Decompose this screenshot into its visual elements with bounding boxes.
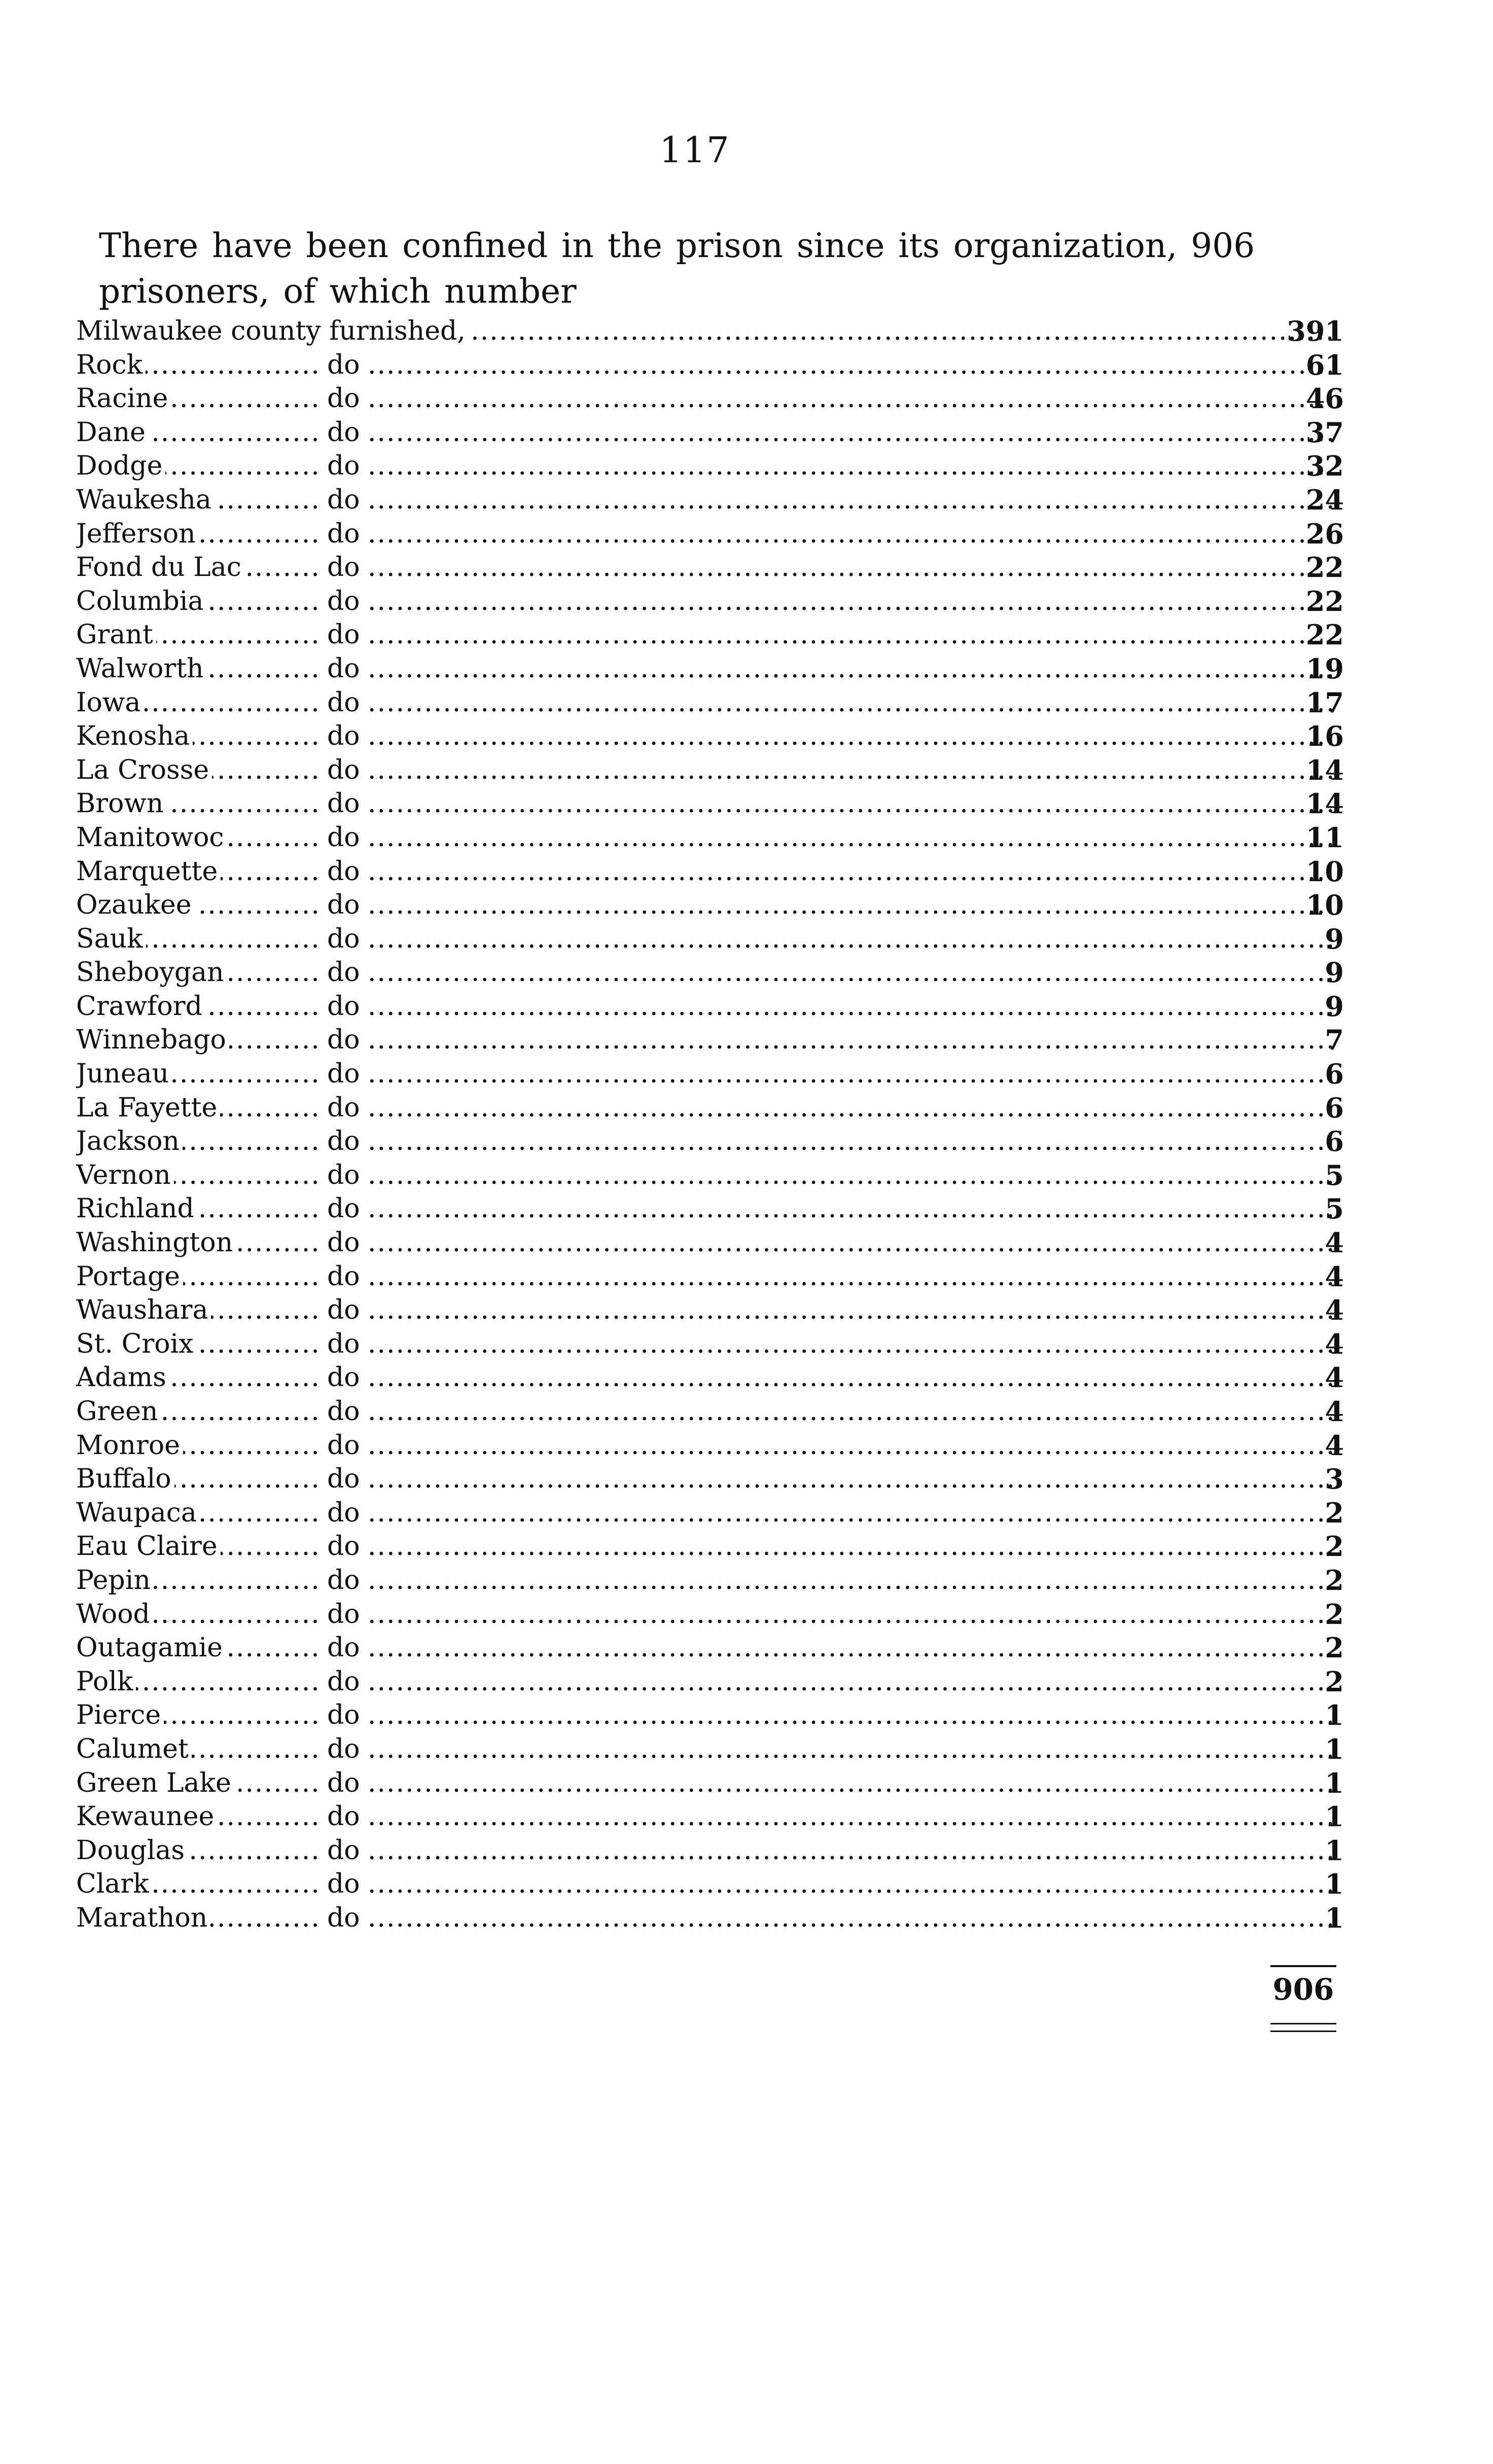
list-item — [76, 1766, 1344, 1800]
list-item — [76, 618, 1344, 652]
county-name: Washington — [76, 1227, 236, 1258]
dot-leader — [368, 416, 1336, 450]
dot-leader — [368, 348, 1336, 382]
ditto-mark: do — [327, 483, 362, 517]
prisoner-count: 6 — [1325, 1091, 1344, 1124]
county-name: Eau Claire — [76, 1531, 221, 1562]
ditto-mark: do — [327, 1260, 362, 1294]
prisoner-count: 1 — [1325, 1699, 1344, 1732]
dot-leader — [368, 1293, 1336, 1327]
prisoner-count: 1 — [1325, 1766, 1344, 1799]
county-cell — [76, 1192, 319, 1226]
dot-leader — [368, 686, 1336, 720]
county-cell — [76, 888, 319, 922]
dot-leader — [368, 753, 1336, 787]
ditto-mark: do — [327, 652, 362, 686]
county-cell — [76, 1158, 319, 1192]
county-name: Kenosha — [76, 721, 193, 751]
prisoner-count: 19 — [1305, 652, 1344, 685]
list-item — [76, 1564, 1344, 1598]
dot-leader — [368, 719, 1336, 753]
dot-leader — [368, 1867, 1336, 1901]
prisoner-count: 1 — [1325, 1732, 1344, 1765]
county-name: Buffalo — [76, 1464, 174, 1494]
ditto-mark: do — [327, 382, 362, 416]
ditto-mark: do — [327, 585, 362, 619]
prisoner-count: 24 — [1305, 483, 1344, 516]
prisoner-count: 32 — [1305, 450, 1344, 483]
dot-leader — [368, 990, 1336, 1024]
county-name: St. Croix — [76, 1329, 197, 1359]
list-item — [76, 1496, 1344, 1530]
dot-leader — [368, 922, 1336, 956]
prisoner-count: 1 — [1325, 1800, 1344, 1833]
ditto-mark: do — [327, 1564, 362, 1598]
prisoner-count: 2 — [1325, 1665, 1344, 1698]
ditto-mark: do — [327, 1598, 362, 1632]
ditto-mark: do — [327, 1698, 362, 1732]
county-cell — [76, 956, 319, 990]
list-item — [76, 1158, 1344, 1192]
dot-leader — [368, 1564, 1336, 1598]
list-item — [76, 1698, 1344, 1732]
list-item — [76, 517, 1344, 551]
list-item — [76, 1327, 1344, 1361]
dot-leader — [368, 1631, 1336, 1665]
list-item — [76, 1867, 1344, 1901]
county-name: La Fayette — [76, 1093, 220, 1123]
list-item — [76, 1530, 1344, 1564]
county-cell — [76, 1834, 319, 1868]
list-item — [76, 686, 1344, 720]
ditto-mark: do — [327, 1867, 362, 1901]
ditto-mark: do — [327, 618, 362, 652]
list-item — [76, 585, 1344, 619]
county-cell — [76, 517, 319, 551]
prisoner-count: 4 — [1325, 1294, 1344, 1327]
prisoner-count: 26 — [1305, 517, 1344, 550]
total-rule — [1270, 1965, 1336, 1967]
prisoner-count: 2 — [1325, 1632, 1344, 1664]
county-cell — [76, 1327, 319, 1361]
county-name: Monroe — [76, 1430, 183, 1461]
prisoner-count: 22 — [1305, 619, 1344, 651]
ditto-mark: do — [327, 1192, 362, 1226]
dot-leader — [368, 1800, 1336, 1834]
dot-leader — [368, 1395, 1336, 1429]
county-name: Calumet — [76, 1734, 192, 1764]
county-cell — [76, 1496, 319, 1530]
county-cell — [76, 1293, 319, 1327]
ditto-mark: do — [327, 821, 362, 855]
county-name: Portage — [76, 1261, 183, 1292]
dot-leader — [368, 1125, 1336, 1158]
county-name: Waushara — [76, 1295, 211, 1325]
dot-leader — [368, 1462, 1336, 1496]
county-name: Columbia — [76, 586, 206, 617]
prisoner-count: 17 — [1305, 686, 1344, 719]
list-item — [76, 551, 1344, 585]
ditto-mark: do — [327, 1766, 362, 1800]
prisoner-count: 4 — [1325, 1361, 1344, 1394]
dot-leader — [368, 483, 1336, 517]
list-item — [76, 1665, 1344, 1699]
ditto-mark: do — [327, 753, 362, 787]
dot-leader — [368, 1192, 1336, 1226]
county-name: Milwaukee county furnished, — [76, 316, 469, 346]
county-cell — [76, 1598, 319, 1632]
county-name: Pierce — [76, 1700, 164, 1730]
list-item — [76, 855, 1344, 889]
prisoner-count: 16 — [1305, 720, 1344, 753]
dot-leader — [368, 1598, 1336, 1632]
ditto-mark: do — [327, 1665, 362, 1699]
prisoner-count: 4 — [1325, 1226, 1344, 1259]
prisoner-count: 4 — [1325, 1327, 1344, 1360]
county-name: Sheboygan — [76, 957, 227, 988]
county-cell — [76, 314, 583, 348]
dot-leader — [368, 1901, 1336, 1935]
dot-leader — [368, 1260, 1336, 1294]
ditto-mark: do — [327, 1732, 362, 1766]
county-name: La Crosse — [76, 755, 212, 785]
county-cell — [76, 382, 319, 416]
dot-leader — [368, 1429, 1336, 1463]
list-item — [76, 787, 1344, 821]
list-item — [76, 1361, 1344, 1395]
dot-leader — [368, 1732, 1336, 1766]
county-cell — [76, 1395, 319, 1429]
county-name: Marquette — [76, 856, 221, 887]
prisoner-count: 6 — [1325, 1058, 1344, 1091]
county-cell — [76, 1260, 319, 1294]
total-count: 906 — [1272, 1972, 1334, 2007]
dot-leader — [368, 517, 1336, 551]
ditto-mark: do — [327, 1125, 362, 1158]
list-item — [76, 348, 1344, 382]
dot-leader — [368, 1158, 1336, 1192]
dot-leader — [368, 618, 1336, 652]
county-cell — [76, 753, 319, 787]
ditto-mark: do — [327, 1800, 362, 1834]
county-name: Rock — [76, 350, 146, 380]
list-item — [76, 1023, 1344, 1057]
prisoner-count: 4 — [1325, 1429, 1344, 1462]
county-cell — [76, 348, 319, 382]
list-item — [76, 652, 1344, 686]
county-cell — [76, 1530, 319, 1564]
ditto-mark: do — [327, 1327, 362, 1361]
prisoner-count: 11 — [1305, 821, 1344, 854]
county-cell — [76, 1361, 319, 1395]
dot-leader — [368, 585, 1336, 619]
dot-leader — [368, 1665, 1336, 1699]
ditto-mark: do — [327, 922, 362, 956]
county-name: Walworth — [76, 654, 207, 684]
county-name: Polk — [76, 1666, 136, 1697]
county-cell — [76, 719, 319, 753]
county-cell — [76, 1766, 319, 1800]
county-cell — [76, 1800, 319, 1834]
county-cell — [76, 787, 319, 821]
list-item — [76, 1293, 1344, 1327]
ditto-mark: do — [327, 1462, 362, 1496]
dot-leader — [368, 1057, 1336, 1091]
county-name: Adams — [76, 1362, 169, 1393]
prisoner-count: 22 — [1305, 551, 1344, 584]
list-item — [76, 1260, 1344, 1294]
dot-leader — [368, 1496, 1336, 1530]
ditto-mark: do — [327, 787, 362, 821]
prisoner-count: 5 — [1325, 1158, 1344, 1191]
ditto-mark: do — [327, 1293, 362, 1327]
county-cell — [76, 1023, 319, 1057]
county-cell — [76, 1665, 319, 1699]
county-cell — [76, 483, 319, 517]
county-name: Dane — [76, 417, 149, 448]
ditto-mark: do — [327, 1057, 362, 1091]
county-cell — [76, 1226, 319, 1260]
page-number: 117 — [659, 129, 730, 171]
list-item — [76, 719, 1344, 753]
prisoner-count: 1 — [1325, 1868, 1344, 1901]
dot-leader — [368, 1530, 1336, 1564]
prisoner-count: 61 — [1305, 348, 1344, 381]
county-cell — [76, 1631, 319, 1665]
list-item — [76, 888, 1344, 922]
list-item — [76, 1057, 1344, 1091]
dot-leader — [583, 314, 1336, 348]
list-item — [76, 1901, 1344, 1935]
ditto-mark: do — [327, 348, 362, 382]
county-cell — [76, 618, 319, 652]
ditto-mark: do — [327, 1901, 362, 1935]
dot-leader — [368, 1766, 1336, 1800]
list-item — [76, 990, 1344, 1024]
prisoner-count: 7 — [1325, 1024, 1344, 1057]
list-item — [76, 1462, 1344, 1496]
county-list — [76, 314, 1344, 1935]
dot-leader — [368, 956, 1336, 990]
county-cell — [76, 686, 319, 720]
list-item — [76, 483, 1344, 517]
county-name: Douglas — [76, 1835, 188, 1866]
ditto-mark: do — [327, 990, 362, 1024]
ditto-mark: do — [327, 1834, 362, 1868]
county-cell — [76, 1901, 319, 1935]
list-item — [76, 1429, 1344, 1463]
list-item — [76, 956, 1344, 990]
county-name: Green Lake — [76, 1768, 234, 1798]
prisoner-count: 2 — [1325, 1564, 1344, 1597]
county-name: Juneau — [76, 1059, 172, 1089]
prisoner-count: 14 — [1305, 787, 1344, 820]
list-item — [76, 1192, 1344, 1226]
list-item — [76, 382, 1344, 416]
intro-paragraph: There have been confined in the prison since its organization, 906 prisoners, of which number — [99, 226, 1255, 311]
prisoner-count: 22 — [1305, 585, 1344, 618]
county-name: Green — [76, 1396, 161, 1427]
county-cell — [76, 1867, 319, 1901]
dot-leader — [368, 652, 1336, 686]
county-name: Crawford — [76, 991, 205, 1022]
county-cell — [76, 1429, 319, 1463]
county-cell — [76, 1057, 319, 1091]
county-cell — [76, 855, 319, 889]
ditto-mark: do — [327, 1226, 362, 1260]
dot-leader — [368, 382, 1336, 416]
ditto-mark: do — [327, 719, 362, 753]
prisoner-count: 9 — [1325, 956, 1344, 989]
list-item — [76, 1631, 1344, 1665]
county-name: Waupaca — [76, 1498, 200, 1528]
county-name: Clark — [76, 1869, 152, 1899]
ditto-mark: do — [327, 956, 362, 990]
county-name: Waukesha — [76, 485, 215, 515]
ditto-mark: do — [327, 1158, 362, 1192]
county-name: Kewaunee — [76, 1801, 217, 1832]
list-item — [76, 416, 1344, 450]
ditto-mark: do — [327, 1530, 362, 1564]
prisoner-count: 4 — [1325, 1395, 1344, 1428]
county-cell — [76, 821, 319, 855]
county-name: Ozaukee — [76, 890, 195, 920]
county-name: Marathon — [76, 1903, 210, 1933]
ditto-mark: do — [327, 416, 362, 450]
dot-leader — [368, 787, 1336, 821]
total-double-rule — [1270, 2023, 1336, 2032]
ditto-mark: do — [327, 1091, 362, 1125]
county-cell — [76, 1698, 319, 1732]
dot-leader — [368, 1361, 1336, 1395]
ditto-mark: do — [327, 1429, 362, 1463]
prisoner-count: 391 — [1287, 315, 1344, 347]
county-name: Vernon — [76, 1160, 174, 1190]
county-cell — [76, 1125, 319, 1158]
ditto-mark: do — [327, 686, 362, 720]
county-name: Sauk — [76, 924, 146, 954]
county-name: Pepin — [76, 1565, 154, 1596]
dot-leader — [368, 1091, 1336, 1125]
prisoner-count: 1 — [1325, 1901, 1344, 1934]
ditto-mark: do — [327, 855, 362, 889]
county-cell — [76, 1564, 319, 1598]
county-name: Wood — [76, 1599, 153, 1629]
dot-leader — [368, 551, 1336, 585]
ditto-mark: do — [327, 1496, 362, 1530]
list-item — [76, 449, 1344, 483]
prisoner-count: 6 — [1325, 1125, 1344, 1158]
list-item — [76, 753, 1344, 787]
list-item — [76, 821, 1344, 855]
ditto-mark: do — [327, 551, 362, 585]
county-cell — [76, 551, 319, 585]
list-item — [76, 1800, 1344, 1834]
list-item — [76, 1395, 1344, 1429]
prisoner-count: 1 — [1325, 1834, 1344, 1867]
dot-leader — [368, 1226, 1336, 1260]
county-cell — [76, 585, 319, 619]
county-cell — [76, 652, 319, 686]
county-cell — [76, 449, 319, 483]
ditto-mark: do — [327, 1395, 362, 1429]
county-name: Winnebago — [76, 1025, 229, 1055]
county-cell — [76, 1732, 319, 1766]
county-name: Manitowoc — [76, 822, 227, 853]
ditto-mark: do — [327, 1361, 362, 1395]
prisoner-count: 5 — [1325, 1192, 1344, 1225]
dot-leader — [368, 1698, 1336, 1732]
ditto-mark: do — [327, 888, 362, 922]
county-cell — [76, 416, 319, 450]
prisoner-count: 14 — [1305, 753, 1344, 786]
county-name: Fond du Lac — [76, 552, 244, 583]
list-item — [76, 1834, 1344, 1868]
ditto-mark: do — [327, 1023, 362, 1057]
dot-leader — [368, 855, 1336, 889]
county-cell — [76, 990, 319, 1024]
county-name: Richland — [76, 1193, 197, 1224]
county-name: Outagamie — [76, 1633, 226, 1663]
dot-leader — [368, 1023, 1336, 1057]
list-item — [76, 1091, 1344, 1125]
county-name: Jefferson — [76, 519, 199, 549]
dot-leader — [368, 1834, 1336, 1868]
ditto-mark: do — [327, 517, 362, 551]
dot-leader — [368, 888, 1336, 922]
county-name: Iowa — [76, 687, 144, 718]
county-cell — [76, 1462, 319, 1496]
list-item — [76, 314, 1344, 348]
prisoner-count: 2 — [1325, 1530, 1344, 1563]
county-name: Grant — [76, 620, 156, 650]
prisoner-count: 46 — [1305, 382, 1344, 415]
prisoner-count: 10 — [1305, 855, 1344, 888]
list-item — [76, 1598, 1344, 1632]
dot-leader — [368, 821, 1336, 855]
county-name: Brown — [76, 788, 166, 819]
prisoner-count: 10 — [1305, 889, 1344, 922]
county-cell — [76, 922, 319, 956]
prisoner-count: 2 — [1325, 1496, 1344, 1529]
prisoner-count: 9 — [1325, 990, 1344, 1023]
list-item — [76, 1226, 1344, 1260]
ditto-mark: do — [327, 1631, 362, 1665]
prisoner-count: 4 — [1325, 1260, 1344, 1293]
list-item — [76, 922, 1344, 956]
prisoner-count: 3 — [1325, 1463, 1344, 1496]
county-cell — [76, 1091, 319, 1125]
county-name: Racine — [76, 383, 171, 414]
prisoner-count: 2 — [1325, 1598, 1344, 1630]
county-name: Dodge — [76, 451, 165, 481]
list-item — [76, 1732, 1344, 1766]
list-item — [76, 1125, 1344, 1158]
county-name: Jackson — [76, 1126, 183, 1156]
prisoner-count: 37 — [1305, 416, 1344, 449]
dot-leader — [368, 449, 1336, 483]
dot-leader — [368, 1327, 1336, 1361]
ditto-mark: do — [327, 449, 362, 483]
prisoner-count: 9 — [1325, 922, 1344, 955]
